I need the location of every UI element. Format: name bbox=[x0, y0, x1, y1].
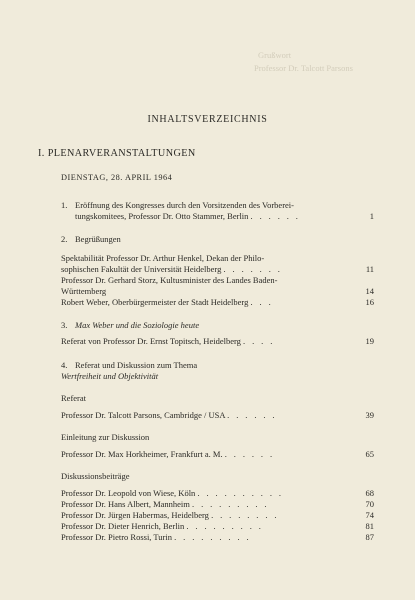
show-through-text: Grußwort bbox=[258, 50, 292, 60]
page-number: 87 bbox=[365, 532, 374, 542]
toc-entry: Professor Dr. Leopold von Wiese, Köln . . . . . . . . . . bbox=[61, 488, 284, 498]
page-number: 14 bbox=[365, 286, 374, 296]
page-number: 1 bbox=[369, 211, 374, 221]
toc-entry: Professor Dr. Jürgen Habermas, Heidelberg . . . . . . . . bbox=[61, 510, 279, 520]
toc-entry: Professor Dr. Max Horkheimer, Frankfurt a. M. . . . . . . bbox=[61, 449, 275, 459]
toc-entry: Professor Dr. Hans Albert, Mannheim . . . . . . . . . bbox=[61, 499, 269, 509]
toc-entry: Robert Weber, Oberbürgermeister der Stadt Heidelberg . . . bbox=[61, 297, 274, 307]
page-number: 74 bbox=[365, 510, 374, 520]
toc-entry: Professor Dr. Talcott Parsons, Cambridge / USA . . . . . . bbox=[61, 410, 277, 420]
item-number: 1. bbox=[61, 200, 68, 210]
page-number: 81 bbox=[365, 521, 374, 531]
toc-text: Professor Dr. Gerhard Storz, Kultusminister des Landes Baden- bbox=[61, 275, 278, 285]
toc-entry: Professor Dr. Pietro Rossi, Turin . . . . . . . . . bbox=[61, 532, 252, 542]
show-through-text: Professor Dr. Talcott Parsons bbox=[254, 63, 353, 73]
subsection-label: Diskussionsbeiträge bbox=[61, 471, 130, 481]
toc-entry: Professor Dr. Dieter Henrich, Berlin . . . . . . . . . bbox=[61, 521, 264, 531]
section-heading: I. PLENARVERANSTALTUNGEN bbox=[38, 148, 196, 159]
toc-entry: Württemberg bbox=[61, 286, 107, 296]
session-date: DIENSTAG, 28. APRIL 1964 bbox=[61, 173, 173, 182]
toc-heading: Wertfreiheit und Objektivität bbox=[61, 371, 159, 381]
page-title: INHALTSVERZEICHNIS bbox=[147, 114, 268, 125]
item-number: 3. bbox=[61, 320, 68, 330]
page-number: 19 bbox=[365, 336, 374, 346]
toc-text: Spektabilität Professor Dr. Arthur Henkel, Dekan der Philo- bbox=[61, 253, 265, 263]
toc-entry: Referat von Professor Dr. Ernst Topitsch, Heidelberg . . . . bbox=[61, 336, 275, 346]
toc-heading: Referat und Diskussion zum Thema bbox=[75, 360, 198, 370]
page-number: 16 bbox=[365, 297, 374, 307]
page-number: 65 bbox=[365, 449, 374, 459]
toc-heading: Max Weber und die Soziologie heute bbox=[75, 320, 200, 330]
item-number: 4. bbox=[61, 360, 68, 370]
page-number: 68 bbox=[365, 488, 374, 498]
page-number: 39 bbox=[365, 410, 374, 420]
toc-heading: Begrüßungen bbox=[75, 234, 121, 244]
toc-text: Eröffnung des Kongresses durch den Vorsitzenden des Vorberei- bbox=[75, 200, 294, 210]
page-number: 11 bbox=[365, 264, 374, 274]
subsection-label: Einleitung zur Diskussion bbox=[61, 432, 150, 442]
subsection-label: Referat bbox=[61, 393, 87, 403]
toc-entry: tungskomitees, Professor Dr. Otto Stammer, Berlin . . . . . . bbox=[75, 211, 301, 221]
item-number: 2. bbox=[61, 234, 68, 244]
page-number: 70 bbox=[365, 499, 374, 509]
toc-entry: sophischen Fakultät der Universität Heidelberg . . . . . . . bbox=[61, 264, 283, 274]
